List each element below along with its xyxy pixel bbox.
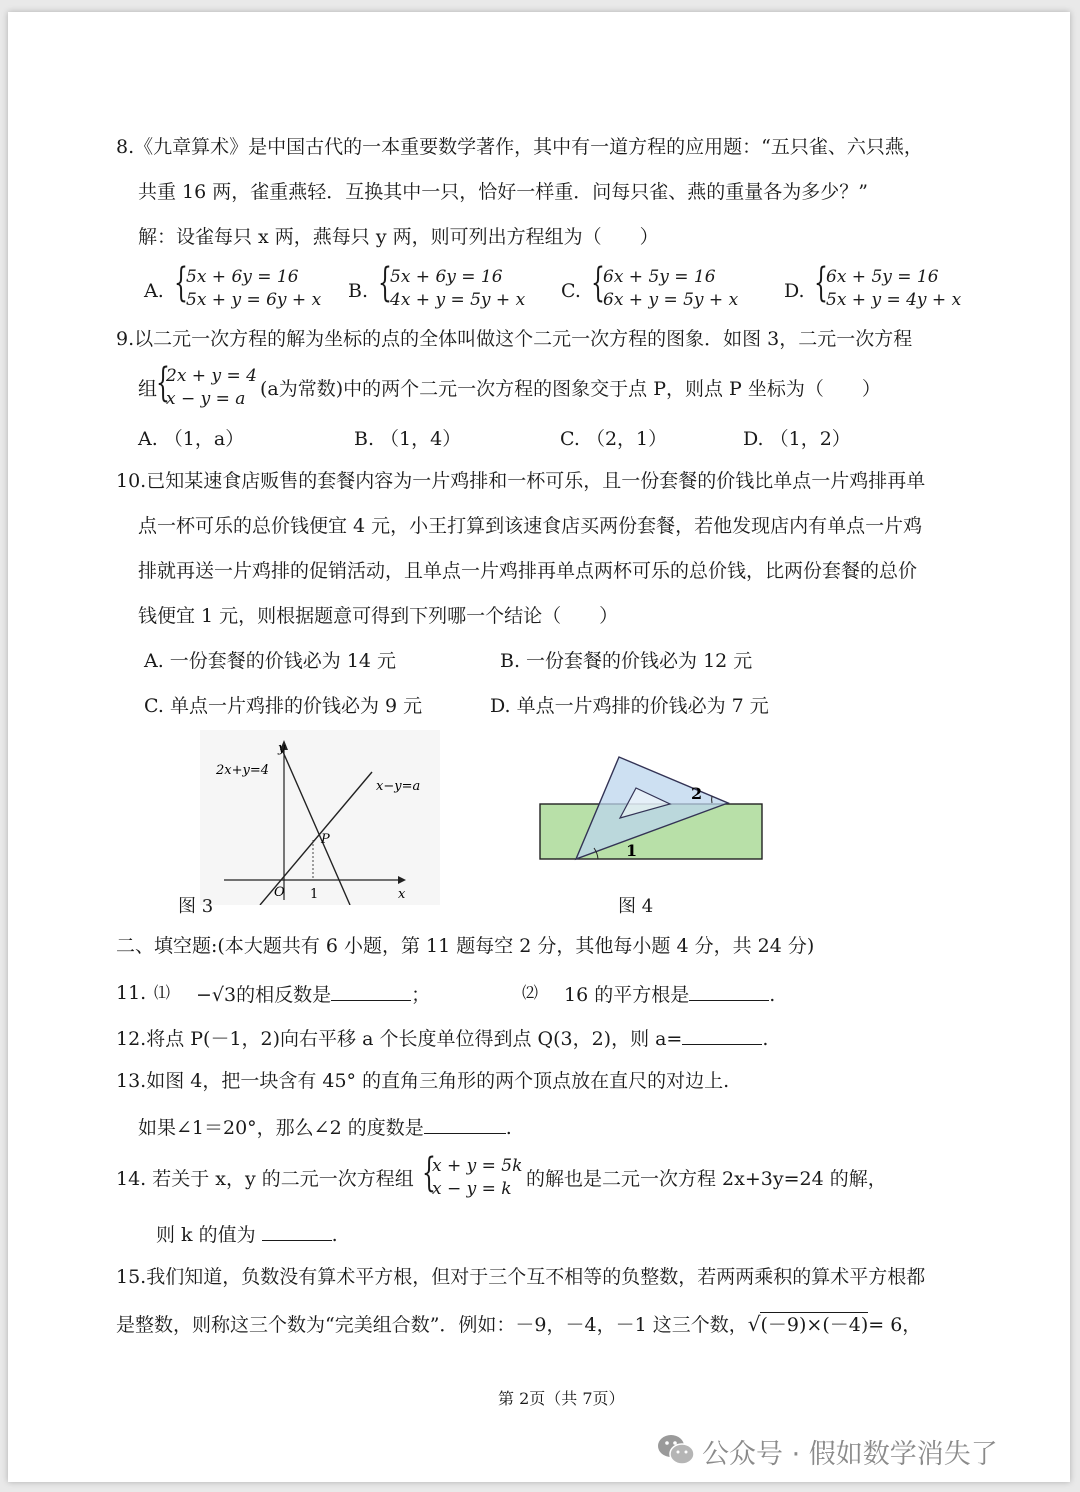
q12: 12.将点 P(－1，2)向右平移 a 个长度单位得到点 Q(3，2)，则 a= .: [116, 1028, 769, 1050]
q12-blank[interactable]: [682, 1028, 762, 1045]
label-x: x: [398, 887, 406, 902]
q14-blank[interactable]: [262, 1224, 332, 1241]
q15-sqrt: √: [747, 1312, 761, 1336]
q10-line2: 点一杯可乐的总价钱便宜 4 元，小王打算到该速食店买两份套餐，若他发现店内有单点一片鸡: [138, 515, 923, 537]
q13-line2: 如果∠1＝20°，那么∠2 的度数是 .: [138, 1117, 512, 1139]
watermark-text: 公众号 · 假如数学消失了: [702, 1439, 998, 1470]
angle-1-label: 1: [626, 841, 638, 860]
exam-page: 8.《九章算术》是中国古代的一本重要数学著作，其中有一道方程的应用题：“五只雀、六只燕， 共重 16 两，雀重燕轻．互换其中一只，恰好一样重．问每只雀、燕的重量各为多少？” 解：设雀每只 x 两，燕每只 y 两，则可列出方程组为（ ） A. { 5x + 6y = 16 5x + y = 6y + x B. { 5x + 6y = 16 4x + y = 5y + x C. { 6x + 5y = 16 6x + y = 5y + x D. { 6x + 5y = 16 5x + y = 4y + x 9.以二元一次方程的解为坐标的点的全体叫做这个二元一次方程的图象．如图 3，二元一次方程 组 { 2x + y = 4 x − y = a (a为常数)中的两个二元一次方程的图象交于点 P，则点 P 坐标为（ ） A. （1，a） B. （1，4） C. （2，1） D. （1，2） 10.已知某速食店贩售的套餐内容为一片鸡排和一杯可乐，且一份套餐的价钱比单点一片鸡排再单 点一杯可乐的总价钱便宜 4 元，小王打算到该速食店买两份套餐，若他发现店内有单点一片鸡 排就再送一片鸡排的促销活动，且单点一片鸡排再单点两杯可乐的总价钱，比两份套餐的总价 钱便宜 1 元，则根据题意可得到下列哪一个结论（ ） A. 一份套餐的价钱必为 14 元 B. 一份套餐的价钱必为 12 元 C. 单点一片鸡排的价钱必为 9 元 D. 单点一片鸡排的价钱必为 7 元 2x+y=4 x−y=a y x O 1 P 图 3 1 2 图 4 二、填空题:(本大题共有 6 小题，第 11 题每空 2 分，其他每小题 4 分，共 24 分) 11. ⑴ −√3的相反数是 ； ⑵ 16 的平方根是 . 12.将点 P(－1，2)向右平移 a 个长度单位得到点 Q(3，2)，则 a= . 13.如图 4，把一块含有 45° 的直角三角形的两个顶点放在直尺的对边上. 如果∠1＝20°，那么∠2 的度数是 . 14. 若关于 x，y 的二元一次方程组 { x + y = 5k x − y = k 的解也是二元一次方程 2x+3y=24 的解， 则 k 的值为 . 15.我们知道，负数没有算术平方根，但对于三个互不相等的负整数，若两两乘积的算术平方根都 是整数，则称这三个数为“完美组合数”．例如：－9，－4，－1 这三个数，√(－9)×(－4)= 6， 第 2页（共 7页） 公众号 · 假如数学消失了: [8, 12, 1070, 1482]
q9-option-c: C. （2，1）: [560, 428, 668, 450]
q10-line3: 排就再送一片鸡排的促销活动，且单点一片鸡排再单点两杯可乐的总价钱，比两份套餐的总价: [138, 560, 918, 582]
q10-option-d: D. 单点一片鸡排的价钱必为 7 元: [490, 695, 769, 717]
q11-blank-1[interactable]: [331, 984, 411, 1001]
q8-line1: 8.《九章算术》是中国古代的一本重要数学著作，其中有一道方程的应用题：“五只雀、六只燕，: [116, 136, 923, 158]
q9-option-b: B. （1，4）: [354, 428, 462, 450]
q15-sqrt-expr: (－9)×(－4): [760, 1314, 869, 1336]
q15-line1: 15.我们知道，负数没有算术平方根，但对于三个互不相等的负整数，若两两乘积的算术平方根都: [116, 1266, 926, 1288]
wechat-icon: [656, 1432, 696, 1468]
q10-option-b: B. 一份套餐的价钱必为 12 元: [500, 650, 753, 672]
label-one: 1: [310, 887, 319, 902]
q8-line2: 共重 16 两，雀重燕轻．互换其中一只，恰好一样重．问每只雀、燕的重量各为多少？”: [138, 181, 868, 203]
q15-line2: 是整数，则称这三个数为“完美组合数”．例如：－9，－4，－1 这三个数，√(－9)×(－4)= 6，: [116, 1312, 922, 1336]
figure-4-caption: 图 4: [618, 896, 654, 917]
section-2-title: 二、填空题:(本大题共有 6 小题，第 11 题每空 2 分，其他每小题 4 分，共 24 分): [116, 935, 815, 957]
q10-line1: 10.已知某速食店贩售的套餐内容为一片鸡排和一杯可乐，且一份套餐的价钱比单点一片鸡排再单: [116, 470, 926, 492]
q10-option-a: A. 一份套餐的价钱必为 14 元: [144, 650, 397, 672]
q13-blank[interactable]: [424, 1117, 506, 1134]
q10-line4: 钱便宜 1 元，则根据题意可得到下列哪一个结论（ ）: [138, 605, 619, 627]
label-2x-plus-y-4: 2x+y=4: [216, 763, 270, 778]
page-footer: 第 2页（共 7页）: [498, 1389, 625, 1408]
angle-2-label: 2: [691, 784, 703, 803]
q9-option-a: A. （1，a）: [138, 428, 245, 450]
figure-3-caption: 图 3: [178, 896, 214, 917]
label-x-minus-y-a: x−y=a: [376, 779, 421, 794]
label-origin: O: [274, 885, 285, 900]
q8-line3: 解：设雀每只 x 两，燕每只 y 两，则可列出方程组为（ ）: [138, 226, 659, 248]
q9-line1: 9.以二元一次方程的解为坐标的点的全体叫做这个二元一次方程的图象．如图 3，二元一次方程: [116, 328, 913, 350]
q9-option-d: D. （1，2）: [743, 428, 851, 450]
figure-4-diagram: [528, 752, 778, 872]
q14-line2: 则 k 的值为 .: [156, 1224, 338, 1246]
label-p: P: [321, 832, 330, 847]
q11-blank-2[interactable]: [689, 984, 769, 1001]
q13-line1: 13.如图 4，把一块含有 45° 的直角三角形的两个顶点放在直尺的对边上.: [116, 1070, 730, 1092]
figure-3-graph: [200, 730, 440, 905]
label-y: y: [278, 741, 286, 756]
q10-option-c: C. 单点一片鸡排的价钱必为 9 元: [144, 695, 423, 717]
